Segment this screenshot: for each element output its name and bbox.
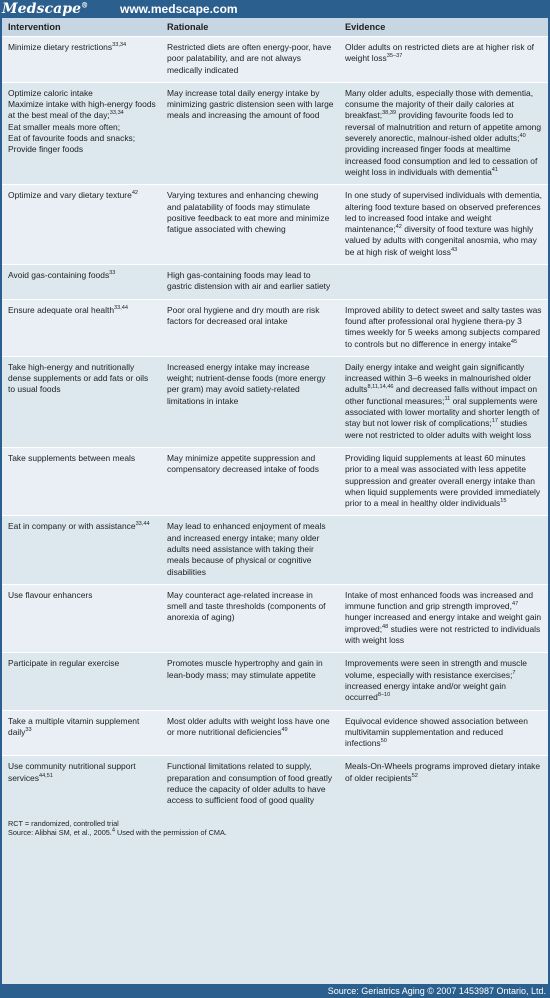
table-header-row [2,18,548,37]
reference-superscript: 8–10 [377,692,391,699]
cell-text: Providing liquid supplements at least 60 minutes prior to a meal was associated with less appetite suppression and greater overall energy intake than when liquid supplements were provided immediately prior to a meal in healthy older individuals [345,452,541,509]
evidence-cell [339,710,548,756]
reference-superscript: 38,39 [382,110,397,117]
table-row [2,299,548,356]
cell-text: Take a multiple vitamin supplement daily [8,715,140,737]
cell-text: Used with the permission of CMA. [114,828,227,838]
table-row [2,37,548,83]
header-bar [0,0,550,18]
cell-text: High gas-containing foods may lead to gastric distension with air and earlier satiety [167,270,331,292]
reference-superscript: 17 [491,418,499,425]
cell-text: Minimize dietary restrictions [8,42,113,52]
rationale-cell [161,356,339,447]
reference-superscript: 44,51 [38,772,53,779]
intervention-cell [2,710,161,756]
rationale-cell [161,584,339,652]
cell-text: Older adults on restricted diets are at higher risk of weight loss [345,42,534,64]
reference-superscript: 33 [109,270,116,277]
cell-text: Many older adults, especially those with dementia, consume the majority of their daily calories at breakfast; [345,87,534,121]
cell-text: Eat of favourite foods and snacks; [8,133,136,144]
reference-superscript: 33,34 [112,42,127,49]
table-row [2,356,548,447]
cell-text: Intake of most enhanced foods was increased and immune function and grip strength improved, [345,589,534,612]
cell-text: Eat in company or with assistance [8,521,136,532]
cell-text: studies were not restricted to individuals with weight loss [345,623,541,646]
intervention-cell [2,37,161,83]
reference-superscript: 35–37 [386,53,403,60]
copyright-source: Source: Geriatrics Aging © 2007 1453987 Ontario, Ltd. [327,986,546,996]
cell-text: diversity of food texture was highly valued by adults with congenital anosmia, who may be at high risk of weight loss [345,224,537,257]
reference-superscript: 40 [519,133,526,140]
evidence-cell [339,185,548,265]
cell-text: Avoid gas-containing foods [8,270,110,281]
evidence-cell [339,299,548,356]
intervention-cell [2,299,161,356]
evidence-cell [339,653,548,710]
cell-text: Eat smaller meals more often; [8,121,121,132]
intervention-cell [2,265,161,300]
table-panel [2,18,548,984]
cell-text: increased energy intake and/or weight gain occurred [345,680,506,703]
cell-text: hunger increased and energy intake and weight gain improved; [345,612,542,634]
reference-superscript: 48 [382,623,389,630]
cell-text: Maximize intake with high-energy foods at the best meal of the day; [8,99,156,121]
rationale-cell [161,516,339,584]
table-body [2,37,548,813]
cell-text: Optimize and vary dietary texture [8,190,132,201]
table-row [2,584,548,652]
rationale-cell [161,299,339,356]
table-row [2,265,548,300]
cell-text: May lead to enhanced enjoyment of meals and increased energy intake; many older adults need assistance with taking their meals because of physical or cognitive disabilities [167,521,326,577]
rationale-cell [161,756,339,813]
evidence-cell [339,516,548,584]
site-url: www.medscape.com [120,2,238,16]
rationale-cell [161,37,339,83]
cell-text: Functional limitations related to supply, preparation and consumption of food greatly reduce the capacity of older adults to have access to sufficient food of good quality [167,761,333,806]
rationale-cell [161,710,339,756]
cell-text: Optimize caloric intake [8,87,93,98]
reference-superscript: 8,11,14,46 [367,384,394,391]
cell-text: studies were not restricted to older adults with weight loss [345,418,532,440]
cell-text: Improved ability to detect sweet and salty tastes was found after professional oral hygiene thera-py 3 times weekly for 5 weeks among subjects compared to controls but no difference in energy intake [345,304,542,349]
cell-text: Varying textures and enhancing chewing and palatability of foods may stimulate positive feedback to eat more and minimize fatigue associated with chewing [167,190,330,235]
cell-text: Increased energy intake may increase weight; nutrient-dense foods (more energy per gram) may avoid satiety-related limitations in intake [167,361,326,406]
rationale-cell [161,82,339,184]
registered-mark: ® [81,0,89,10]
rationale-cell [161,653,339,710]
intervention-cell [2,82,161,184]
cell-text: Poor oral hygiene and dry mouth are risk factors for decreased oral intake [167,304,320,326]
cell-text: Provide finger foods [8,144,84,155]
intervention-cell [2,756,161,813]
rationale-cell [161,185,339,265]
column-header-rationale: Rationale [161,18,339,37]
cell-text: providing increased finger foods at mealtime increased food consumption and led to cessation of weight loss in individuals with dementia [345,144,538,177]
reference-superscript: 33 [25,727,32,734]
medscape-logo [2,0,88,18]
reference-superscript: 43 [451,246,458,253]
evidence-cell [339,356,548,447]
reference-superscript: 33,44 [135,521,150,528]
cell-text: Source: Alibhai SM, et al., 2005. [8,828,112,838]
table-row [2,185,548,265]
reference-superscript: 41 [491,167,499,174]
cell-text: Daily energy intake and weight gain significantly increased within 3–6 weeks in malnourished older adults [345,361,532,395]
reference-superscript: 33,34 [109,110,124,117]
evidence-cell [339,584,548,652]
footnote-source [8,828,548,837]
intervention-cell [2,447,161,515]
footer-bar [0,984,550,998]
evidence-cell [339,447,548,515]
cell-text: oral supplements were associated with lower mortality and shorter length of stay but not lower risk of complications; [345,395,540,429]
cell-text: In one study of supervised individuals with dementia, altering food texture based on observed preferences led to increased food intake and weight maintenance; [345,190,542,235]
evidence-cell [339,265,548,300]
reference-superscript: 45 [510,338,518,345]
intervention-cell [2,356,161,447]
reference-superscript: 42 [131,190,139,197]
table-row [2,516,548,584]
cell-text: Use community nutritional support services [8,761,136,783]
reference-superscript: 42 [395,224,402,231]
table-row [2,447,548,515]
intervention-cell [2,516,161,584]
column-header-intervention: Intervention [2,18,161,37]
reference-superscript: 47 [511,601,519,608]
table-row [2,82,548,184]
cell-text: May increase total daily energy intake by minimizing gastric distension seen with large meals and increasing the amount of food [167,87,334,121]
cell-text: providing favourite foods led to reversal of malnutrition and return of appetite among severely anorectic, malnour-ished older adults; [345,110,542,144]
evidence-cell [339,82,548,184]
table-footnotes [2,813,548,838]
reference-superscript: 15 [500,498,507,505]
column-header-evidence: Evidence [339,18,548,37]
cell-text: Take supplements between meals [8,452,136,463]
cell-text: Meals-On-Wheels programs improved dietary intake of older recipients [345,761,541,783]
evidence-cell [339,37,548,83]
reference-superscript: 33,44 [114,304,129,311]
interventions-table [2,18,548,813]
cell-text: May minimize appetite suppression and compensatory decreased intake of foods [167,452,319,475]
table-row [2,710,548,756]
intervention-cell [2,584,161,652]
intervention-cell [2,185,161,265]
intervention-cell [2,653,161,710]
table-row [2,653,548,710]
cell-text: Ensure adequate oral health [8,304,115,315]
rationale-cell [161,265,339,300]
cell-text: Promotes muscle hypertrophy and gain in lean-body mass; may stimulate appetite [167,658,323,680]
reference-superscript: 11 [444,395,451,402]
cell-text: and decreased falls without impact on other functional measures; [345,384,538,406]
footnote-rct: RCT = randomized, controlled trial [8,818,119,828]
reference-superscript: 49 [281,727,288,734]
cell-text: Participate in regular exercise [8,658,120,669]
evidence-cell [339,756,548,813]
reference-superscript: 4 [111,827,115,834]
reference-superscript: 50 [380,738,387,745]
cell-text: Take high-energy and nutritionally dense supplements or add fats or oils to usual foods [8,361,149,395]
cell-text: Improvements were seen in strength and muscle volume, especially with resistance exercises; [345,658,527,680]
reference-superscript: 52 [411,772,418,779]
cell-text: Most older adults with weight loss have one or more nutritional deficiencies [167,715,330,737]
table-row [2,756,548,813]
cell-text: Equivocal evidence showed association between multivitamin supplementation and reduced infections [345,715,528,749]
cell-text: Use flavour enhancers [8,589,93,600]
rationale-cell [161,447,339,515]
logo-text: Medscape [2,1,82,17]
cell-text: Restricted diets are often energy-poor, have poor palatability, and are not always medically indicated [167,42,332,75]
cell-text: May counteract age-related increase in smell and taste thresholds (components of anorexia of aging) [167,589,326,623]
reference-superscript: 7 [512,669,516,676]
